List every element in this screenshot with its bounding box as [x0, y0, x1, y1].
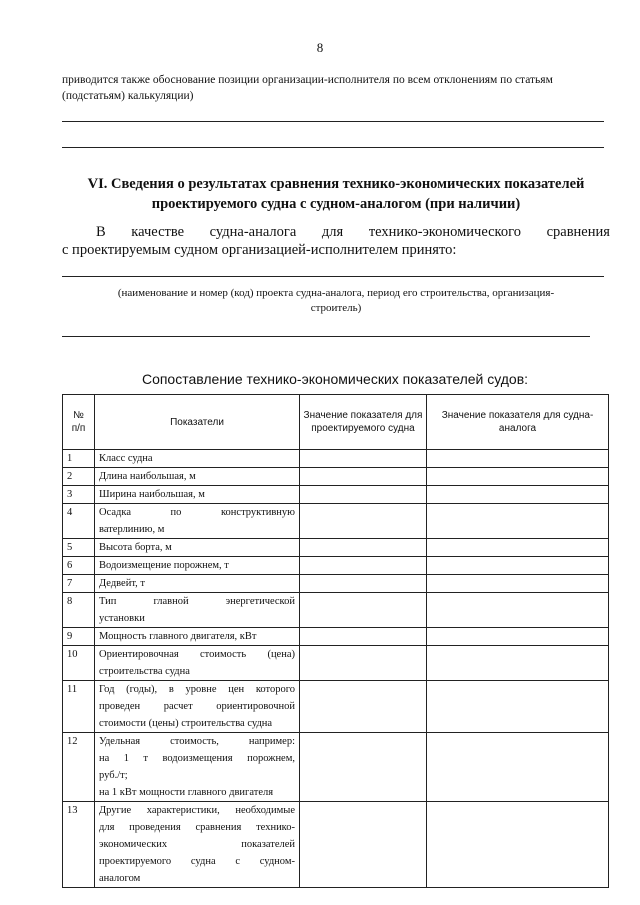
analog-value-cell[interactable] — [427, 450, 609, 468]
analog-word: судна-аналога — [209, 224, 297, 240]
designed-value-cell[interactable] — [300, 646, 427, 681]
analog-word: качестве — [131, 224, 185, 240]
indicator-line: Дедвейт, т — [99, 578, 145, 589]
table-row — [63, 733, 609, 802]
indicator-line: Мощность главного двигателя, кВт — [99, 631, 257, 642]
table-row — [63, 486, 609, 504]
row-number: 5 — [63, 539, 95, 557]
analog-name-caption — [62, 286, 610, 316]
designed-value-cell[interactable] — [300, 450, 427, 468]
analog-value-cell[interactable] — [427, 575, 609, 593]
analog-value-cell[interactable] — [427, 557, 609, 575]
analog-value-cell[interactable] — [427, 593, 609, 628]
table-row — [63, 504, 609, 539]
analog-word: для — [321, 224, 344, 240]
analog-text-line-2: с проектируемым судном организацией-исполнителем принято: — [62, 242, 457, 258]
table-title: Сопоставление технико-экономических показателей судов: — [141, 371, 529, 387]
indicator-line: руб./т; — [99, 770, 128, 781]
indicator-line: Ориентировочная стоимость (цена) — [99, 649, 295, 660]
row-indicator — [95, 646, 300, 681]
row-indicator — [95, 557, 300, 575]
blank-line-2 — [62, 147, 604, 148]
table-row — [63, 539, 609, 557]
row-indicator — [95, 802, 300, 888]
header-indicator: Показатели — [95, 395, 300, 450]
indicator-line: ватерлинию, м — [99, 524, 165, 535]
table-row — [63, 628, 609, 646]
row-number: 4 — [63, 504, 95, 539]
indicator-line: для проведения сравнения технико- — [99, 822, 295, 833]
indicator-line: стоимости (цены) строительства судна — [99, 718, 273, 729]
row-indicator — [95, 681, 300, 733]
table-row — [63, 468, 609, 486]
row-indicator — [95, 539, 300, 557]
analog-value-cell[interactable] — [427, 468, 609, 486]
row-number: 11 — [63, 681, 95, 733]
blank-line-3 — [62, 336, 590, 337]
row-number: 1 — [63, 450, 95, 468]
row-number: 9 — [63, 628, 95, 646]
indicator-line: Класс судна — [99, 453, 153, 464]
indicator-line: Другие характеристики, необходимые — [99, 805, 295, 816]
analog-word: сравнения — [546, 224, 610, 240]
caption-line-1: (наименование и номер (код) проекта судна-аналога, период его строительства, организация- — [117, 287, 555, 299]
analog-value-cell[interactable] — [427, 802, 609, 888]
header-number-line-2: п/п — [71, 423, 86, 434]
analog-value-cell[interactable] — [427, 646, 609, 681]
indicator-line: Высота борта, м — [99, 542, 172, 553]
row-number: 13 — [63, 802, 95, 888]
indicator-line: Осадка по конструктивную — [99, 507, 295, 518]
row-indicator — [95, 593, 300, 628]
table-row — [63, 646, 609, 681]
row-number: 10 — [63, 646, 95, 681]
header-analog-value: Значение показателя для судна-аналога — [427, 395, 609, 450]
analog-word: В — [96, 224, 106, 240]
indicator-line: аналогом — [99, 873, 141, 884]
row-number: 7 — [63, 575, 95, 593]
indicator-line: строительства судна — [99, 666, 190, 677]
row-indicator — [95, 733, 300, 802]
table-body — [63, 450, 609, 888]
indicator-line: на 1 кВт мощности главного двигателя — [99, 787, 274, 798]
caption-line-2: строитель) — [310, 302, 362, 314]
indicator-line: Тип главной энергетической — [99, 596, 295, 607]
indicator-line: Удельная стоимость, например: — [99, 736, 295, 747]
designed-value-cell[interactable] — [300, 504, 427, 539]
header-number-line-1: № — [73, 410, 84, 421]
analog-name-blank-line — [62, 276, 604, 277]
table-row — [63, 593, 609, 628]
table-header-row — [63, 395, 609, 450]
row-indicator — [95, 628, 300, 646]
designed-value-cell[interactable] — [300, 468, 427, 486]
indicator-line: экономических показателей — [99, 839, 295, 850]
row-number: 12 — [63, 733, 95, 802]
designed-value-cell[interactable] — [300, 802, 427, 888]
indicator-line: проведен расчет ориентировочной — [99, 701, 295, 712]
designed-value-cell[interactable] — [300, 681, 427, 733]
row-indicator — [95, 575, 300, 593]
analog-value-cell[interactable] — [427, 539, 609, 557]
section-title-line-2: проектируемого судна с судном-аналогом (при наличии) — [151, 196, 521, 212]
header-designed-value: Значение показателя для проектируемого судна — [300, 395, 427, 450]
table-row — [63, 557, 609, 575]
row-number: 2 — [63, 468, 95, 486]
analog-text-line-1 — [62, 222, 610, 242]
designed-value-cell[interactable] — [300, 593, 427, 628]
indicator-line: Водоизмещение порожнем, т — [99, 560, 229, 571]
designed-value-cell[interactable] — [300, 539, 427, 557]
comparison-table — [62, 394, 609, 888]
designed-value-cell[interactable] — [300, 628, 427, 646]
indicator-line: Ширина наибольшая, м — [99, 489, 205, 500]
header-number — [63, 395, 95, 450]
row-number: 6 — [63, 557, 95, 575]
row-indicator — [95, 486, 300, 504]
blank-line-1 — [62, 121, 604, 122]
indicator-line: установки — [99, 613, 145, 624]
page-number: 8 — [316, 40, 324, 55]
row-indicator — [95, 468, 300, 486]
analog-value-cell[interactable] — [427, 486, 609, 504]
indicator-line: на 1 т водоизмещения порожнем, — [99, 753, 295, 764]
table-row — [63, 450, 609, 468]
section-title-line-1: VI. Сведения о результатах сравнения технико-экономических показателей — [87, 176, 585, 192]
analog-value-cell[interactable] — [427, 681, 609, 733]
row-indicator — [95, 450, 300, 468]
row-indicator — [95, 504, 300, 539]
table-row — [63, 802, 609, 888]
analog-value-cell[interactable] — [427, 733, 609, 802]
designed-value-cell[interactable] — [300, 486, 427, 504]
table-row — [63, 575, 609, 593]
analog-value-cell[interactable] — [427, 628, 609, 646]
indicator-line: Длина наибольшая, м — [99, 471, 196, 482]
table-row — [63, 681, 609, 733]
analog-word: технико-экономического — [368, 224, 521, 240]
indicator-line: проектируемого судна с судном- — [99, 856, 295, 867]
indicator-line: Год (годы), в уровне цен которого — [99, 684, 295, 695]
section-heading — [62, 174, 610, 214]
designed-value-cell[interactable] — [300, 557, 427, 575]
analog-value-cell[interactable] — [427, 504, 609, 539]
designed-value-cell[interactable] — [300, 575, 427, 593]
row-number: 3 — [63, 486, 95, 504]
designed-value-cell[interactable] — [300, 733, 427, 802]
row-number: 8 — [63, 593, 95, 628]
intro-paragraph: приводится также обоснование позиции организации-исполнителя по всем отклонениям по статьям (подстатьям) калькуляции) — [62, 74, 553, 102]
